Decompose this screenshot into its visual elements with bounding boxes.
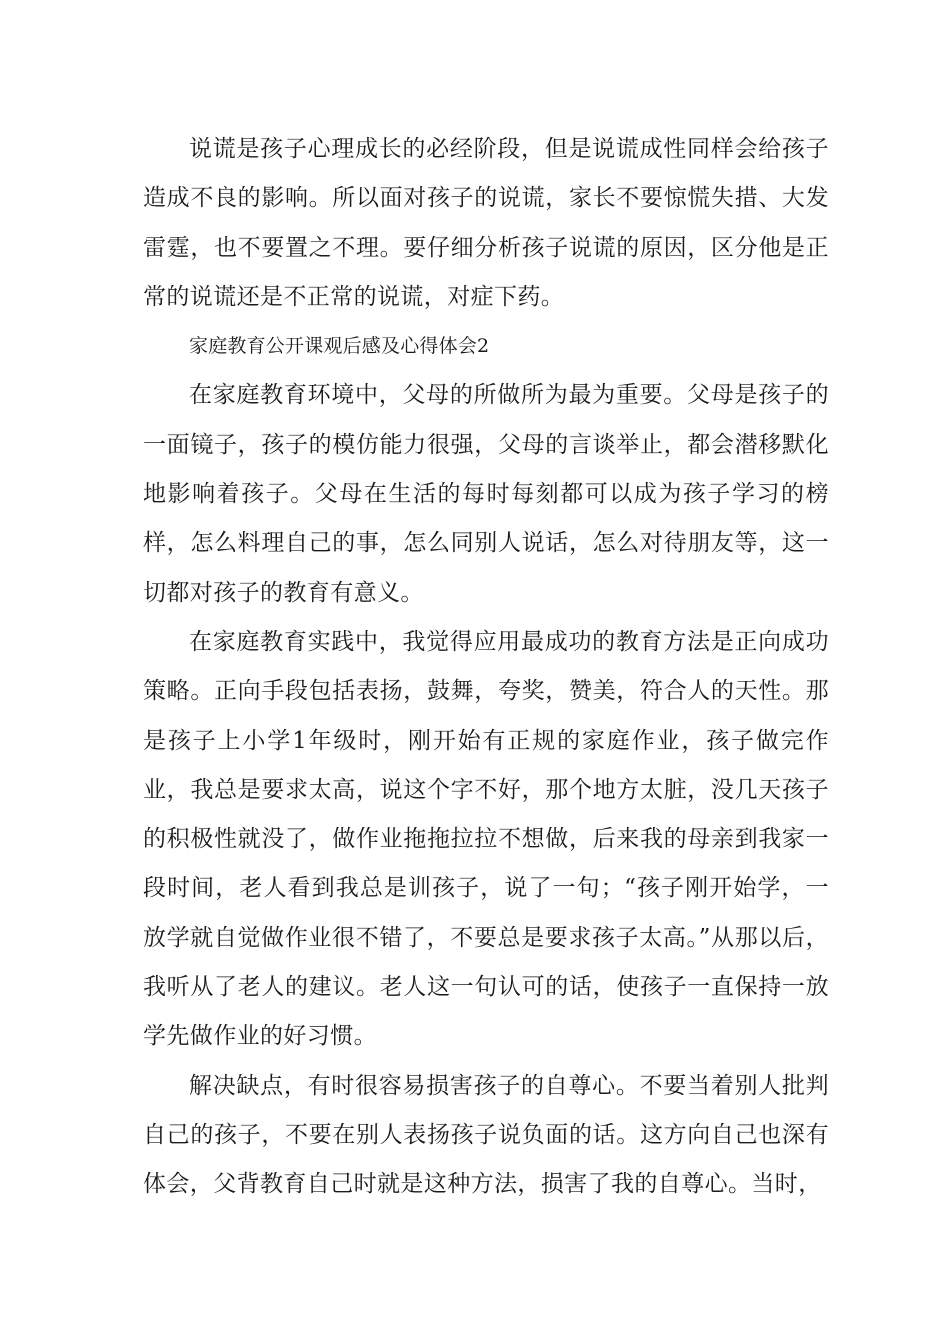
paragraph-self-esteem: 解决缺点，有时很容易损害孩子的自尊心。不要当着别人批判自己的孩子，不要在别人表扬孩子说负面的话。这方向自己也深有体会，父背教育自己时就是这种方法，损害了我的自尊心。当时， [143,1072,829,1198]
paragraph-parents-role: 在家庭教育环境中，父母的所做所为最为重要。父母是孩子的一面镜子，孩子的模仿能力很强，父母的言谈举止，都会潜移默化地影响着孩子。父母在生活的每时每刻都可以成为孩子学习的榜样，怎么料理自己的事，怎么同别人说话，怎么对待朋友等，这一切都对孩子的教育有意义。 [143,382,829,606]
section-heading: 家庭教育公开课观后感及心得体会2 [189,335,490,358]
document-body [143,125,829,1210]
paragraph-lying-stage: 说谎是孩子心理成长的必经阶段，但是说谎成性同样会给孩子造成不良的影响。所以面对孩子的说谎，家长不要惊慌失措、大发雷霆，也不要置之不理。要仔细分析孩子说谎的原因，区分他是正常的说谎还是不正常的说谎，对症下药。 [143,136,829,310]
paragraph-positive-strategy: 在家庭教育实践中，我觉得应用最成功的教育方法是正向成功策略。正向手段包括表扬，鼓舞，夸奖，赞美，符合人的天性。那是孩子上小学1年级时，刚开始有正规的家庭作业，孩子做完作业，我总是要求太高，说这个字不好，那个地方太脏，没几天孩子的积极性就没了，做作业拖拖拉拉不想做，后来我的母亲到我家一段时间，老人看到我总是训孩子，说了一句；“孩子刚开始学，一放学就自觉做作业很不错了，不要总是要求孩子太高。”从那以后，我听从了老人的建议。老人这一句认可的话，使孩子一直保持一放学先做作业的好习惯。 [143,628,829,1050]
